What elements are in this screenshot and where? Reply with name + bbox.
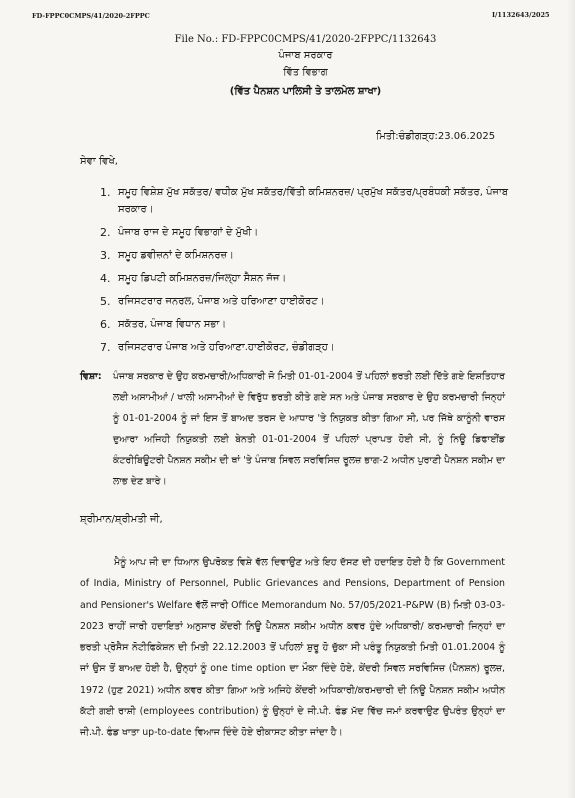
greeting: ਸ਼੍ਰੀਮਾਨ/ਸ਼੍ਰੀਮਤੀ ਜੀ, (80, 514, 163, 525)
header-right-reference: I/1132643/2025 (492, 11, 550, 19)
file-number: File No.: FD-FPPC0CMPS/41/2020-2FPPC/1132643 (174, 34, 437, 45)
addressee-item: 4. ਸਮੂਹ ਡਿਪਟੀ ਕਮਿਸ਼ਨਰਜ਼/ਜਿਲ੍ਹਾ ਸੈਸ਼ਨ ਜੱਜ। (100, 272, 287, 285)
addressee-item: 7. ਰਜਿਸਟਰਾਰ ਪੰਜਾਬ ਅਤੇ ਹਰਿਆਣਾ.ਹਾਈਕੋਰਟ, ਚੰਡੀਗੜ੍ਹ। (100, 341, 335, 354)
salutation: ਸੇਵਾ ਵਿਖੇ, (80, 156, 118, 167)
body-paragraph (80, 552, 505, 744)
page-edge-shadow (567, 0, 575, 798)
addressee-item: 1. ਸਮੂਹ ਵਿਸ਼ੇਸ਼ ਮੁੱਖ ਸਕੱਤਰ/ ਵਧੀਕ ਮੁੱਖ ਸਕੱਤਰ/ਵਿੱਤੀ ਕਮਿਸ਼ਨਰਜ਼/ ਪ੍ਰਮੁੱਖ ਸਕੱਤਰ/ਪ੍ਰਬੰਧਕੀ ਸਕੱਤਰ, ਪੰਜਾਬ ਸਰਕਾਰ। (100, 186, 509, 215)
addressee-item: 2. ਪੰਜਾਬ ਰਾਜ ਦੇ ਸਮੂਹ ਵਿਭਾਗਾਂ ਦੇ ਮੁੱਖੀ। (100, 226, 259, 239)
addressee-item: 6. ਸਕੱਤਰ, ਪੰਜਾਬ ਵਿਧਾਨ ਸਭਾ। (100, 318, 227, 331)
addressee-item: 3. ਸਮੂਹ ਡਵੀਜ਼ਨਾਂ ਦੇ ਕਮਿਸ਼ਨਰਜ਼। (100, 249, 234, 262)
branch-name: (ਵਿੱਤ ਪੈਨਸ਼ਨ ਪਾਲਿਸੀ ਤੇ ਤਾਲਮੇਲ ਸ਼ਾਖਾ) (229, 86, 382, 97)
subject-label: ਵਿਸ਼ਾ: (80, 371, 102, 382)
department-name: ਵਿੱਤ ਵਿਭਾਗ (283, 67, 328, 78)
addressee-list (100, 184, 510, 362)
addressee-item: 5. ਰਜਿਸਟਰਾਰ ਜਨਰਲ, ਪੰਜਾਬ ਅਤੇ ਹਰਿਆਣਾ ਹਾਈਕੋਰਟ। (100, 295, 325, 308)
subject-block (80, 366, 505, 492)
government-name: ਪੰਜਾਬ ਸਰਕਾਰ (278, 50, 333, 61)
header-left-reference: FD-FPPC0CMPS/41/2020-2FPPC (32, 12, 150, 20)
subject-text: ਪੰਜਾਬ ਸਰਕਾਰ ਦੇ ਉਹ ਕਰਮਚਾਰੀ/ਅਧਿਕਾਰੀ ਜੋ ਮਿਤੀ 01-01-2004 ਤੋਂ ਪਹਿਲਾਂ ਭਰਤੀ ਲਈ ਦਿੱਤੇ ਗਏ ਇਸ਼ਤਿਹਾਰ ਲਈ ਅਸਾਮੀਆਂ / ਖਾਲੀ ਅਸਾਮੀਆਂ ਦੇ ਵਿਰੁੱਧ ਭਰਤੀ ਕੀਤੇ ਗਏ ਸਨ ਅਤੇ ਪੰਜਾਬ ਸਰਕਾਰ ਦੇ ਉਹ ਕਰਮਚਾਰੀ ਜਿਨ੍ਹਾਂ ਨੂੰ 01-01-2004 ਨੂੰ ਜਾਂ ਇਸ ਤੋਂ ਬਾਅਦ ਤਰਸ ਦੇ ਆਧਾਰ 'ਤੇ ਨਿਯੁਕਤ ਕੀਤਾ ਗਿਆ ਸੀ, ਪਰ ਜਿੱਥੇ ਕਾਨੂੰਨੀ ਵਾਰਸ ਦੁਆਰਾ ਅਜਿਹੀ ਨਿਯੁਕਤੀ ਲਈ ਬੇਨਤੀ 01-01-2004 ਤੋਂ ਪਹਿਲਾਂ ਪ੍ਰਾਪਤ ਹੋਈ ਸੀ, ਨੂੰ ਨਿਊ ਡਿਫਾਈਂਡ ਕੰਟਰੀਬਿਊਟਰੀ ਪੈਨਸ਼ਨ ਸਕੀਮ ਦੀ ਥਾਂ 'ਤੇ ਪੰਜਾਬ ਸਿਵਲ ਸਰਵਿਸਿਜ਼ ਰੂਲਜ਼ ਭਾਗ-2 ਅਧੀਨ ਪੁਰਾਣੀ ਪੈਨਸ਼ਨ ਸਕੀਮ ਦਾ ਲਾਭ ਦੇਣ ਬਾਰੇ। (113, 371, 505, 487)
body-paragraph-text: ਮੈਨੂੰ ਆਪ ਜੀ ਦਾ ਧਿਆਨ ਉਪਰੋਕਤ ਵਿਸ਼ੇ ਵੱਲ ਦਿਵਾਉਣ ਅਤੇ ਇਹ ਦੱਸਣ ਦੀ ਹਦਾਇਤ ਹੋਈ ਹੈ ਕਿ Government of India, Ministry of Personnel, Public Grievances and Pensions, Department of Pension and Pensioner's Welfare ਵੱਲੋਂ ਜਾਰੀ Office Memorandum No. 57/05/2021-P&PW (B) ਮਿਤੀ 03-03-2023 ਰਾਹੀਂ ਜਾਰੀ ਹਦਾਇਤਾਂ ਅਨੁਸਾਰ ਕੇਂਦਰੀ ਨਿਊ ਪੈਨਸ਼ਨ ਸਕੀਮ ਅਧੀਨ ਕਵਰ ਹੁੰਦੇ ਅਧਿਕਾਰੀ/ ਕਰਮਚਾਰੀ ਜਿਨ੍ਹਾਂ ਦਾ ਭਰਤੀ ਪ੍ਰੋਸੈਸ ਨੋਟੀਫਿਕੇਸ਼ਨ ਦੀ ਮਿਤੀ 22.12.2003 ਤੋਂ ਪਹਿਲਾਂ ਸ਼ੁਰੂ ਹੋ ਚੁੱਕਾ ਸੀ ਪਰੰਤੂ ਨਿਯੁਕਤੀ ਮਿਤੀ 01.01.2004 ਨੂੰ ਜਾਂ ਉਸ ਤੋਂ ਬਾਅਦ ਹੋਈ ਹੈ, ਉਨ੍ਹਾਂ ਨੂੰ one time option ਦਾ ਮੌਕਾ ਦਿੰਦੇ ਹੋਏ, ਕੇਂਦਰੀ ਸਿਵਲ ਸਰਵਿਸਿਜ਼ (ਪੈਨਸ਼ਨ) ਰੂਲਜ਼, 1972 (ਹੁਣ 2021) ਅਧੀਨ ਕਵਰ ਕੀਤਾ ਗਿਆ ਅਤੇ ਅਜਿਹੇ ਕੇਂਦਰੀ ਅਧਿਕਾਰੀ/ਕਰਮਚਾਰੀ ਦੀ ਨਿਊ ਪੈਨਸ਼ਨ ਸਕੀਮ ਅਧੀਨ ਕੱਟੀ ਗਈ ਰਾਸ਼ੀ (employees contribution) ਨੂੰ ਉਨ੍ਹਾਂ ਦੇ ਜੀ.ਪੀ. ਫੰਡ ਮੱਦ ਵਿੱਚ ਜਮਾਂ ਕਰਵਾਉਣ ਉਪਰੰਤ ਉਨ੍ਹਾਂ ਦਾ ਜੀ.ਪੀ. ਫੰਡ ਖਾਤਾ up-to-date ਵਿਆਜ ਦਿੰਦੇ ਹੋਏ ਰੀਕਾਸਟ ਕੀਤਾ ਜਾਂਦਾ ਹੈ। (80, 557, 505, 739)
letter-date: ਮਿਤੀ:ਚੰਡੀਗੜ੍ਹ:23.06.2025 (376, 131, 496, 142)
